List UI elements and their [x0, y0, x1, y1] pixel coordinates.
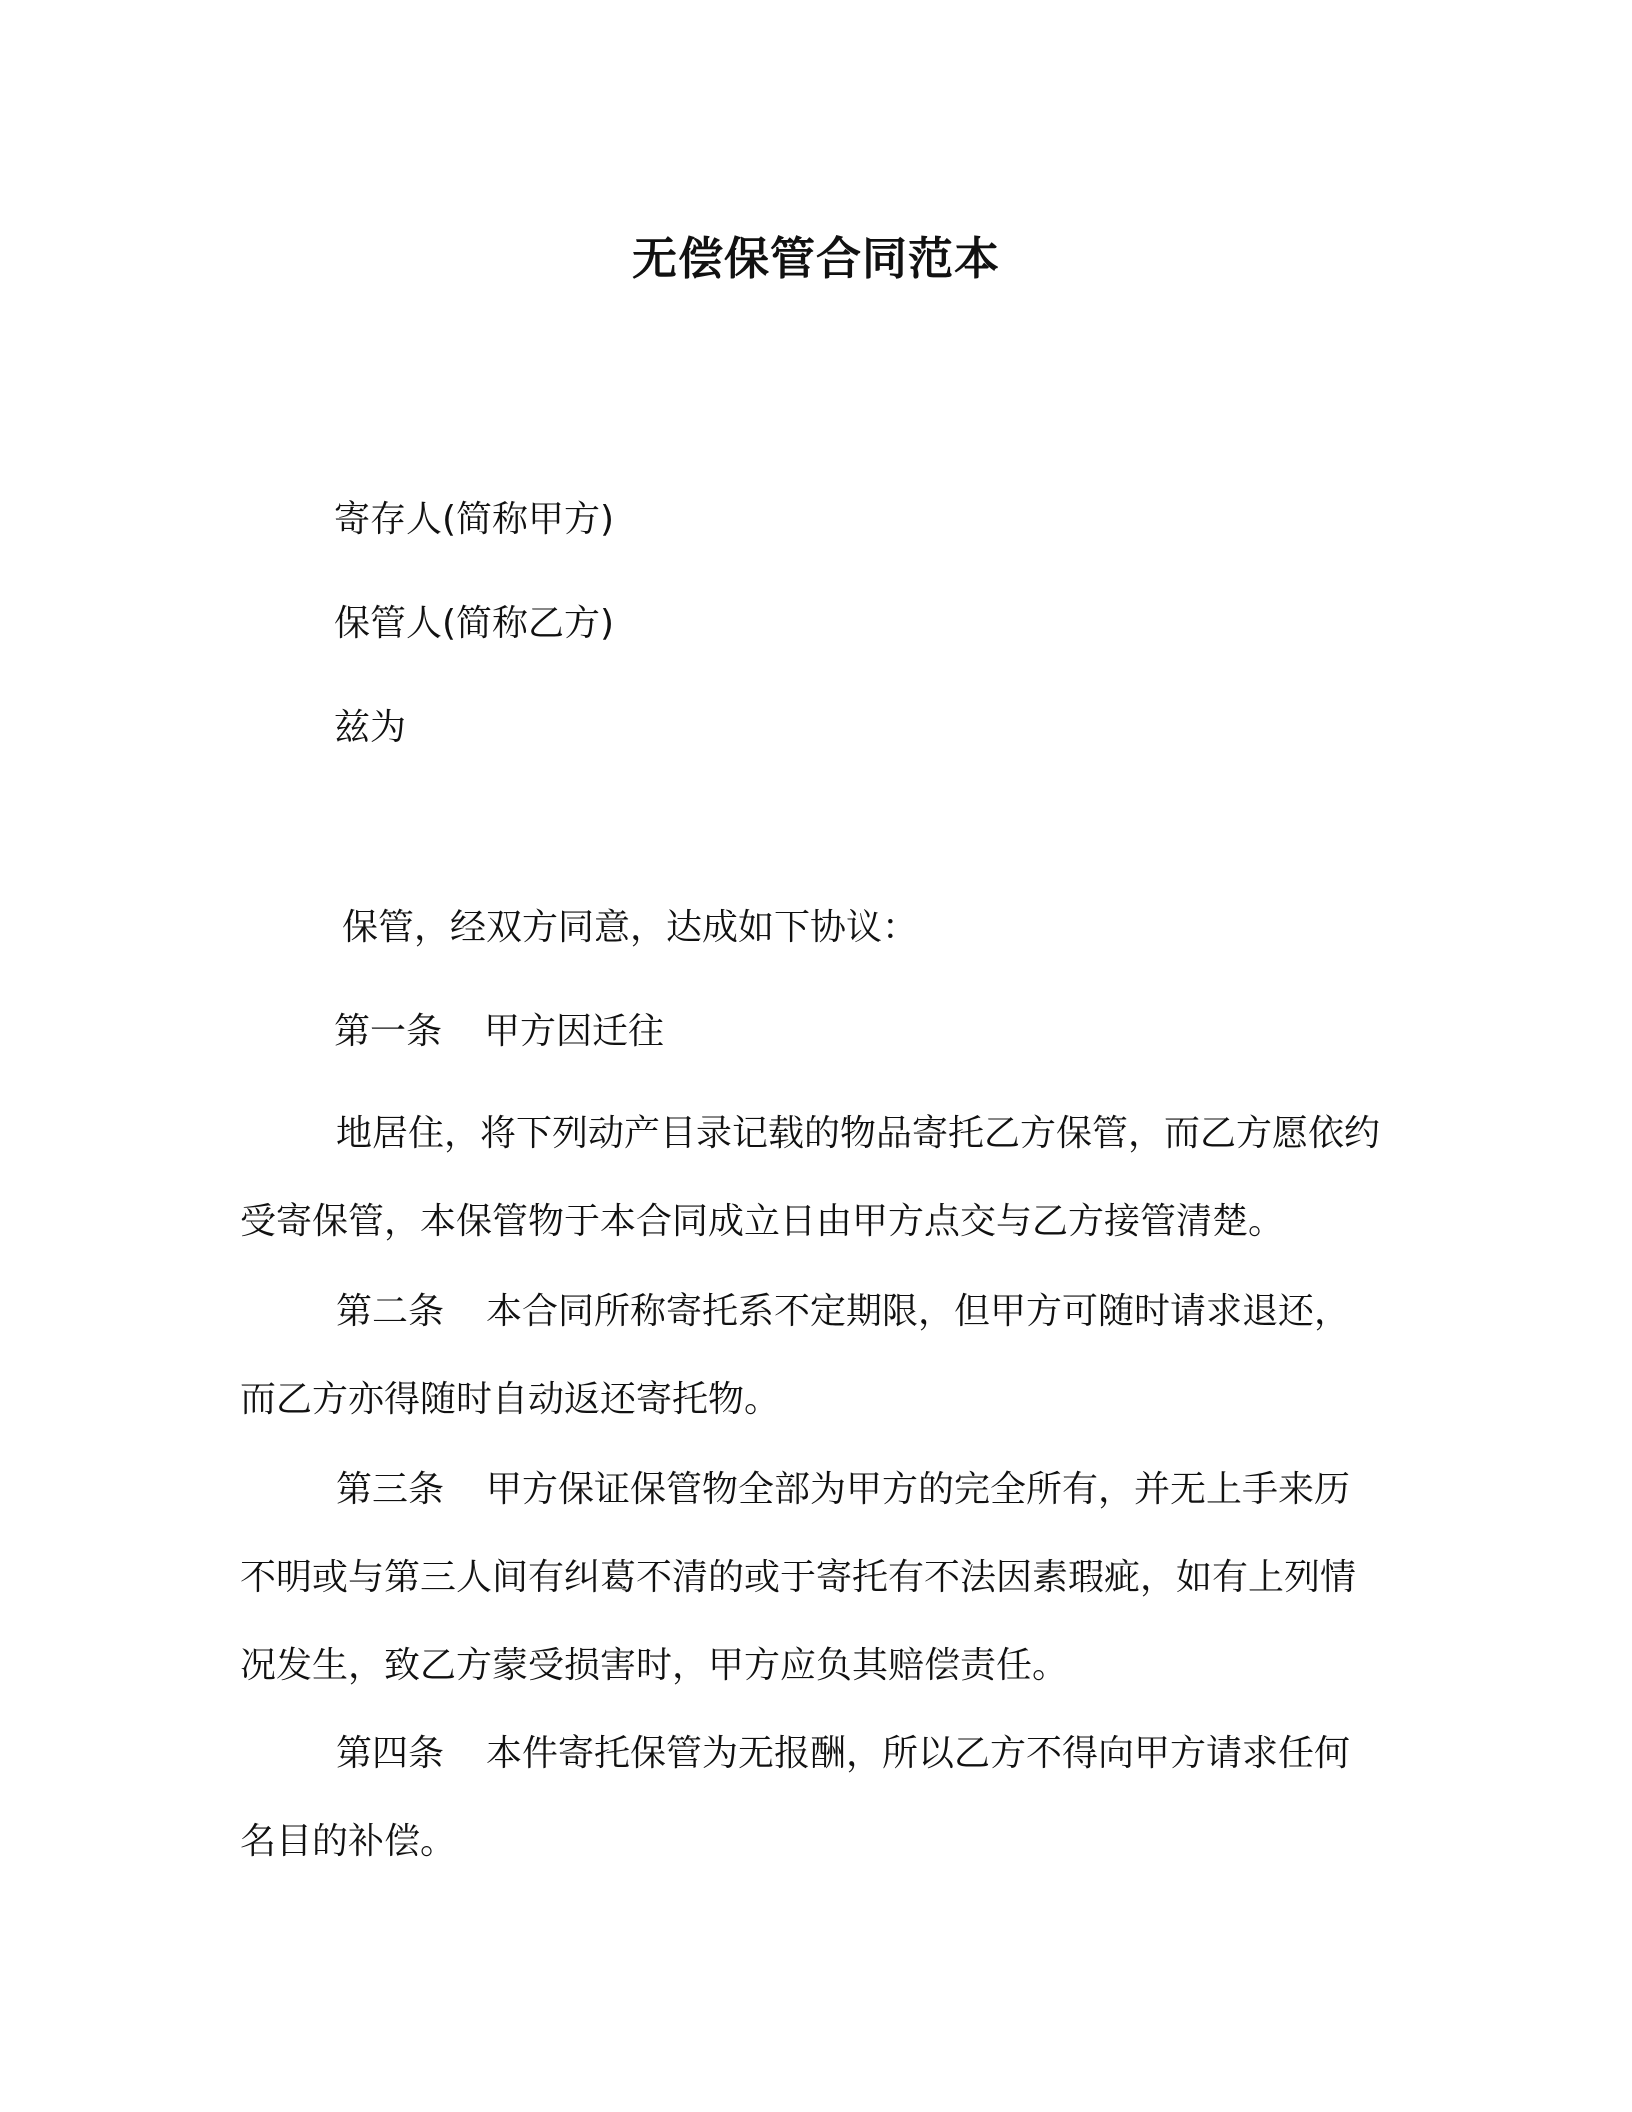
- article1-continuation-text: 地居住，将下列动产目录记载的物品寄托乙方保管，而乙方愿依约受寄保管，本保管物于本合同成立日由甲方点交与乙方接管清楚。: [240, 1113, 1381, 1242]
- custodian-line: 保管人(简称乙方): [334, 603, 615, 644]
- hereby-line: 兹为: [334, 707, 407, 748]
- article3: [240, 1446, 1380, 1710]
- article3-number: 第三条: [336, 1469, 445, 1510]
- article1-heading-text: 甲方因迁往: [484, 1011, 665, 1052]
- document-title: 无偿保管合同范本: [631, 232, 1000, 285]
- article2: [240, 1268, 1380, 1444]
- article1-number: 第一条: [334, 1011, 443, 1052]
- article1-heading: [334, 1010, 664, 1054]
- article2-number: 第二条: [336, 1291, 445, 1332]
- agreement-intro: 保管，经双方同意，达成如下协议：: [342, 907, 919, 948]
- article4: [240, 1710, 1380, 1886]
- article1-continuation: [240, 1090, 1380, 1266]
- article2-text: 本合同所称寄托系不定期限，但甲方可随时请求退还，而乙方亦得随时自动返还寄托物。: [240, 1291, 1351, 1420]
- depositor-line: 寄存人(简称甲方): [334, 499, 615, 540]
- article4-text: 本件寄托保管为无报酬，所以乙方不得向甲方请求任何名目的补偿。: [240, 1733, 1351, 1862]
- article4-number: 第四条: [336, 1733, 445, 1774]
- article3-text: 甲方保证保管物全部为甲方的完全所有，并无上手来历不明或与第三人间有纠葛不清的或于寄托有不法因素瑕疵，如有上列情况发生，致乙方蒙受损害时，甲方应负其赔偿责任。: [240, 1469, 1357, 1686]
